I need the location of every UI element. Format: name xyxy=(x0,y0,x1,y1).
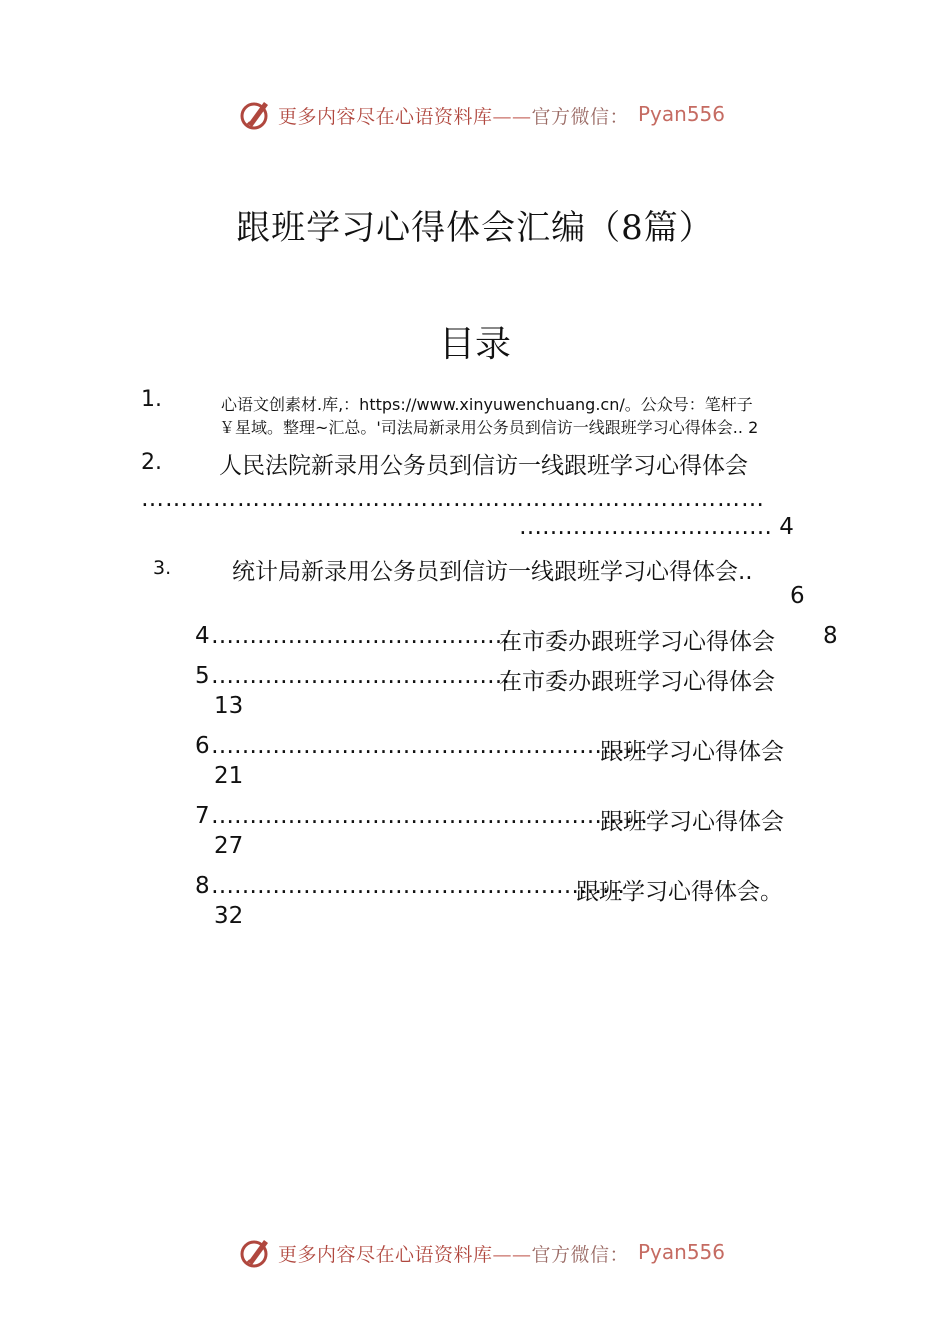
toc-item-number: 3. xyxy=(153,557,172,579)
banner-official-label: 官方微信： xyxy=(531,1244,630,1266)
footer-banner xyxy=(0,1232,950,1272)
document-title: 跟班学习心得体会汇编（8篇） xyxy=(236,208,714,248)
header-banner xyxy=(0,94,950,134)
banner-separator: —— xyxy=(492,106,532,128)
toc-item-title: 在市委办跟班学习心得体会 xyxy=(499,629,775,655)
toc-item-page: 13 xyxy=(214,693,244,719)
toc-item-page: 6 xyxy=(790,583,805,609)
banner-wechat-id: Pyan556 xyxy=(638,1240,726,1264)
toc-item-number: 8 xyxy=(195,873,210,899)
toc-item-page: 8 xyxy=(823,623,838,649)
banner-wechat-id: Pyan556 xyxy=(638,102,726,126)
toc-item-number: 6 xyxy=(195,733,210,759)
toc-item-title: 跟班学习心得体会 xyxy=(600,739,784,765)
toc-item-number: 4 xyxy=(195,623,210,649)
toc-item-text-line1: 心语文创素材.库,：https://www.xinyuwenchuang.cn/。公众号：笔杆子 xyxy=(221,395,753,414)
toc-item-leader-dots: ………………………………… xyxy=(211,663,510,689)
toc-item-number: 5 xyxy=(195,663,210,689)
toc-item-number: 1. xyxy=(141,387,162,412)
banner-site-name: 更多内容尽在心语资料库 xyxy=(278,1244,493,1266)
toc-item-title: 人民法院新录用公务员到信访一线跟班学习心得体会 xyxy=(219,453,748,479)
toc-item-leader-dots: ……………………………………………… xyxy=(211,873,625,899)
quill-pen-logo-icon xyxy=(238,1234,274,1270)
toc-item-page: …………………………… 4 xyxy=(519,514,794,540)
banner-separator: —— xyxy=(492,1244,532,1266)
banner-text xyxy=(278,102,629,129)
quill-pen-logo-icon xyxy=(238,96,274,132)
toc-item-title: 统计局新录用公务员到信访一线跟班学习心得体会.. xyxy=(232,559,753,585)
toc-heading: 目录 xyxy=(438,324,511,365)
toc-item-leader-dots: ………………………………… xyxy=(211,623,510,649)
toc-item-leader-dots: ………………………………………………… xyxy=(211,803,648,829)
banner-official-label: 官方微信： xyxy=(531,106,630,128)
banner-site-name: 更多内容尽在心语资料库 xyxy=(278,106,493,128)
banner-text xyxy=(278,1240,629,1267)
toc-item-number: 7 xyxy=(195,803,210,829)
toc-item-title: 跟班学习心得体会 xyxy=(600,809,784,835)
toc-item-leader-dots: …………………………………………………………………… xyxy=(141,486,765,512)
toc-item-text-line2: ￥星域。整理~汇总。'司法局新录用公务员到信访一线跟班学习心得体会.. 2 xyxy=(219,418,759,437)
toc-item-leader-dots: ………………………………………………… xyxy=(211,733,648,759)
toc-item-page: 27 xyxy=(214,833,244,859)
toc-item-page: 21 xyxy=(214,763,244,789)
toc-item-title: 在市委办跟班学习心得体会 xyxy=(499,669,775,695)
toc-item-number: 2. xyxy=(141,450,162,475)
toc-item-page: 32 xyxy=(214,903,244,929)
toc-item-title: 跟班学习心得体会。 xyxy=(576,879,783,905)
